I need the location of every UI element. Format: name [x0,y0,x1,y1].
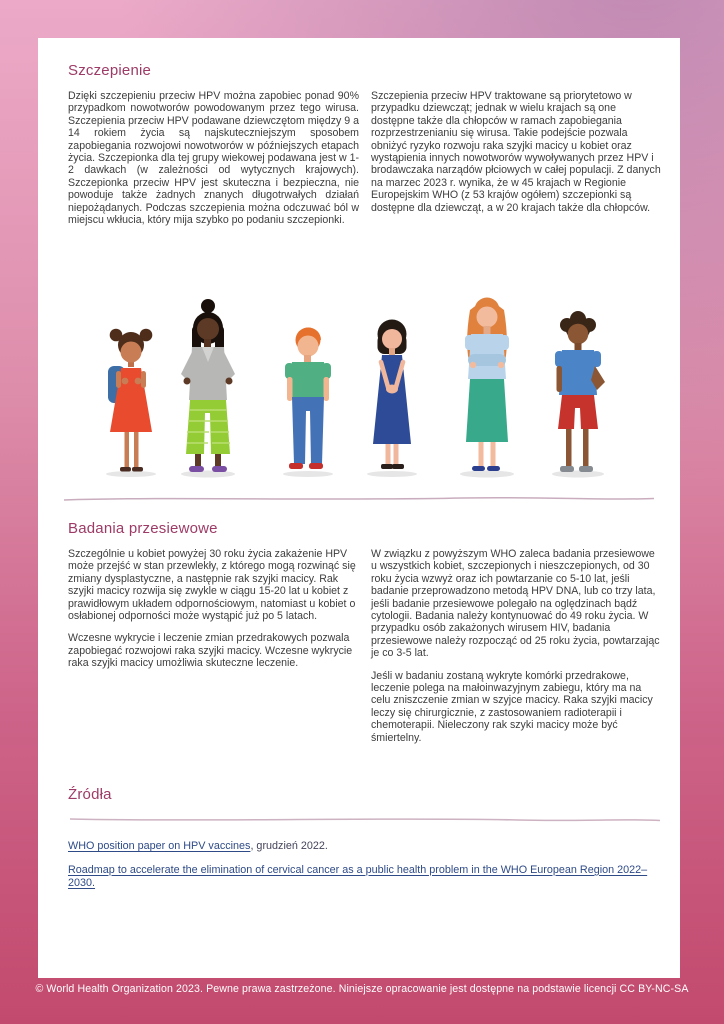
figure-woman-blue-top-teal-skirt [465,298,509,472]
screening-text-left [68,548,359,754]
source-link-who-position-paper[interactable]: WHO position paper on HPV vaccines [68,840,251,852]
vaccination-text-right: Szczepienia przeciw HPV traktowane są priorytetowo w przypadku dziewcząt; jednak w wielu krajach są one dostępne także dla chłopców w ramach zapobiegania rozprzestrzenianiu się wirusa. Takie podejście pozwala obniżyć ryzyko rozwoju raka szyjki macicy u kobiet oraz wystąpienia innych nowotworów wywoływanych przez HPV i brodawczaka narządów płciowych w całej populacji. Z danych na marzec 2023 r. wynika, że w 45 krajach w Regionie Europejskim WHO (z 53 krajów ogółem) szczepionki są dostępne dla dziewcząt, a w 20 krajach także dla chłopców. [371,90,661,214]
section-screening [68,520,662,754]
people-illustration [59,282,659,484]
source-link-roadmap-cervical-cancer[interactable]: Roadmap to accelerate the elimination of cervical cancer as a public health problem in the WHO European Region 2022–2030. [68,863,648,889]
sources-heading: Źródła [68,786,112,803]
screening-left-paragraph-1: Szczególnie u kobiet powyżej 30 roku życia zakażenie HPV może przejść w stan przewlekły, z którego mogą rozwinąć się zmiany dysplastyczne, a następnie rak szyjki macicy. Rak szyjki macicy rozwija się zwykle w ciągu 15-20 lat u kobiet z prawidłowym układem odpornościowym, natomiast u kobiet o osłabionej odporności może wystąpić już po 5 latach. [68,548,356,623]
figure-woman-grey-hoodie-green-pants [181,299,235,472]
footer-copyright-text: © World Health Organization 2023. Pewne prawa zastrzeżone. Niniejsze opracowanie jest dostępne na podstawie licencji CC BY-NC-SA [35,983,689,995]
source-line-2 [68,864,662,891]
figure-boy-teal-shirt-jeans [285,328,331,470]
ground-shadows [106,471,604,478]
section-sources [68,786,662,891]
vaccination-heading: Szczepienie [68,62,152,79]
screening-text-right [371,548,662,754]
screening-heading: Badania przesiewowe [68,520,218,537]
screening-right-paragraph-2: Jeśli w badaniu zostaną wykryte komórki przedrakowe, leczenie polega na małoinwazyjnym zabiegu, który ma na celu zniszczenie zmian w szyjce macicy. Raka szyjki macicy leczy się chirurgicznie, z zastosowaniem radioterapii i chemoterapii. Nieleczony rak szyki macicy może być śmiertelny. [371,669,653,744]
section-vaccination [68,62,662,226]
source-line-1 [68,840,662,854]
section-divider [62,494,656,504]
vaccination-text-left: Dzięki szczepieniu przeciw HPV można zapobiec ponad 90% przypadkom nowotworów powodowanym przez tego wirusa. Szczepienia przeciw HPV podawane dziewczętom między 9 a 14 rokiem życia są najskuteczniejszym sposobem zapobiegania rozwojowi nowotworów w późniejszych etapach życia. Szczepionka dla tej grupy wiekowej podawana jest w 1-2 dawkach (w zależności od wytycznych krajowych). Szczepionka przeciw HPV jest skuteczna i bezpieczna, nie powoduje także żadnych znanych długotrwałych działań niepożądanych. Podczas szczepienia można odczuwać ból w miejscu wkłucia, który mija szybko po podaniu szczepionki. [68,90,359,227]
section-divider [68,815,662,825]
document-page [38,38,680,978]
screening-right-paragraph-1: W związku z powyższym WHO zaleca badania przesiewowe u wszystkich kobiet, szczepionych i nieszczepionych, od 30 roku życia wzwyż oraz ich powtarzanie co 5-10 lat, jeśli badanie przeprowadzono metodą HPV DNA, lub co trzy lata, jeśli badanie przesiewowe polegało na oględzinach bądź cytologii. Badania należy kontynuować do 49 roku życia. W przypadku osób zakażonych wirusem HIV, badania przesiewowe należy rozpocząć od 25 roku życia, powtarzając je co 3-5 lat. [371,548,660,660]
figure-boy-blue-shirt-red-shorts [555,311,605,472]
source-1-date: , grudzień 2022. [250,840,328,852]
footer-copyright-bar [0,978,724,1024]
figure-girl-red-dress-backpack [108,329,152,472]
screening-left-paragraph-2: Wczesne wykrycie i leczenie zmian przedrakowych pozwala zapobiegać rozwojowi raka szyjki macicy. Wczesne wykrycie raka szyjki macicy umożliwia skuteczne leczenie. [68,632,353,670]
figure-woman-navy-dress [373,320,411,470]
